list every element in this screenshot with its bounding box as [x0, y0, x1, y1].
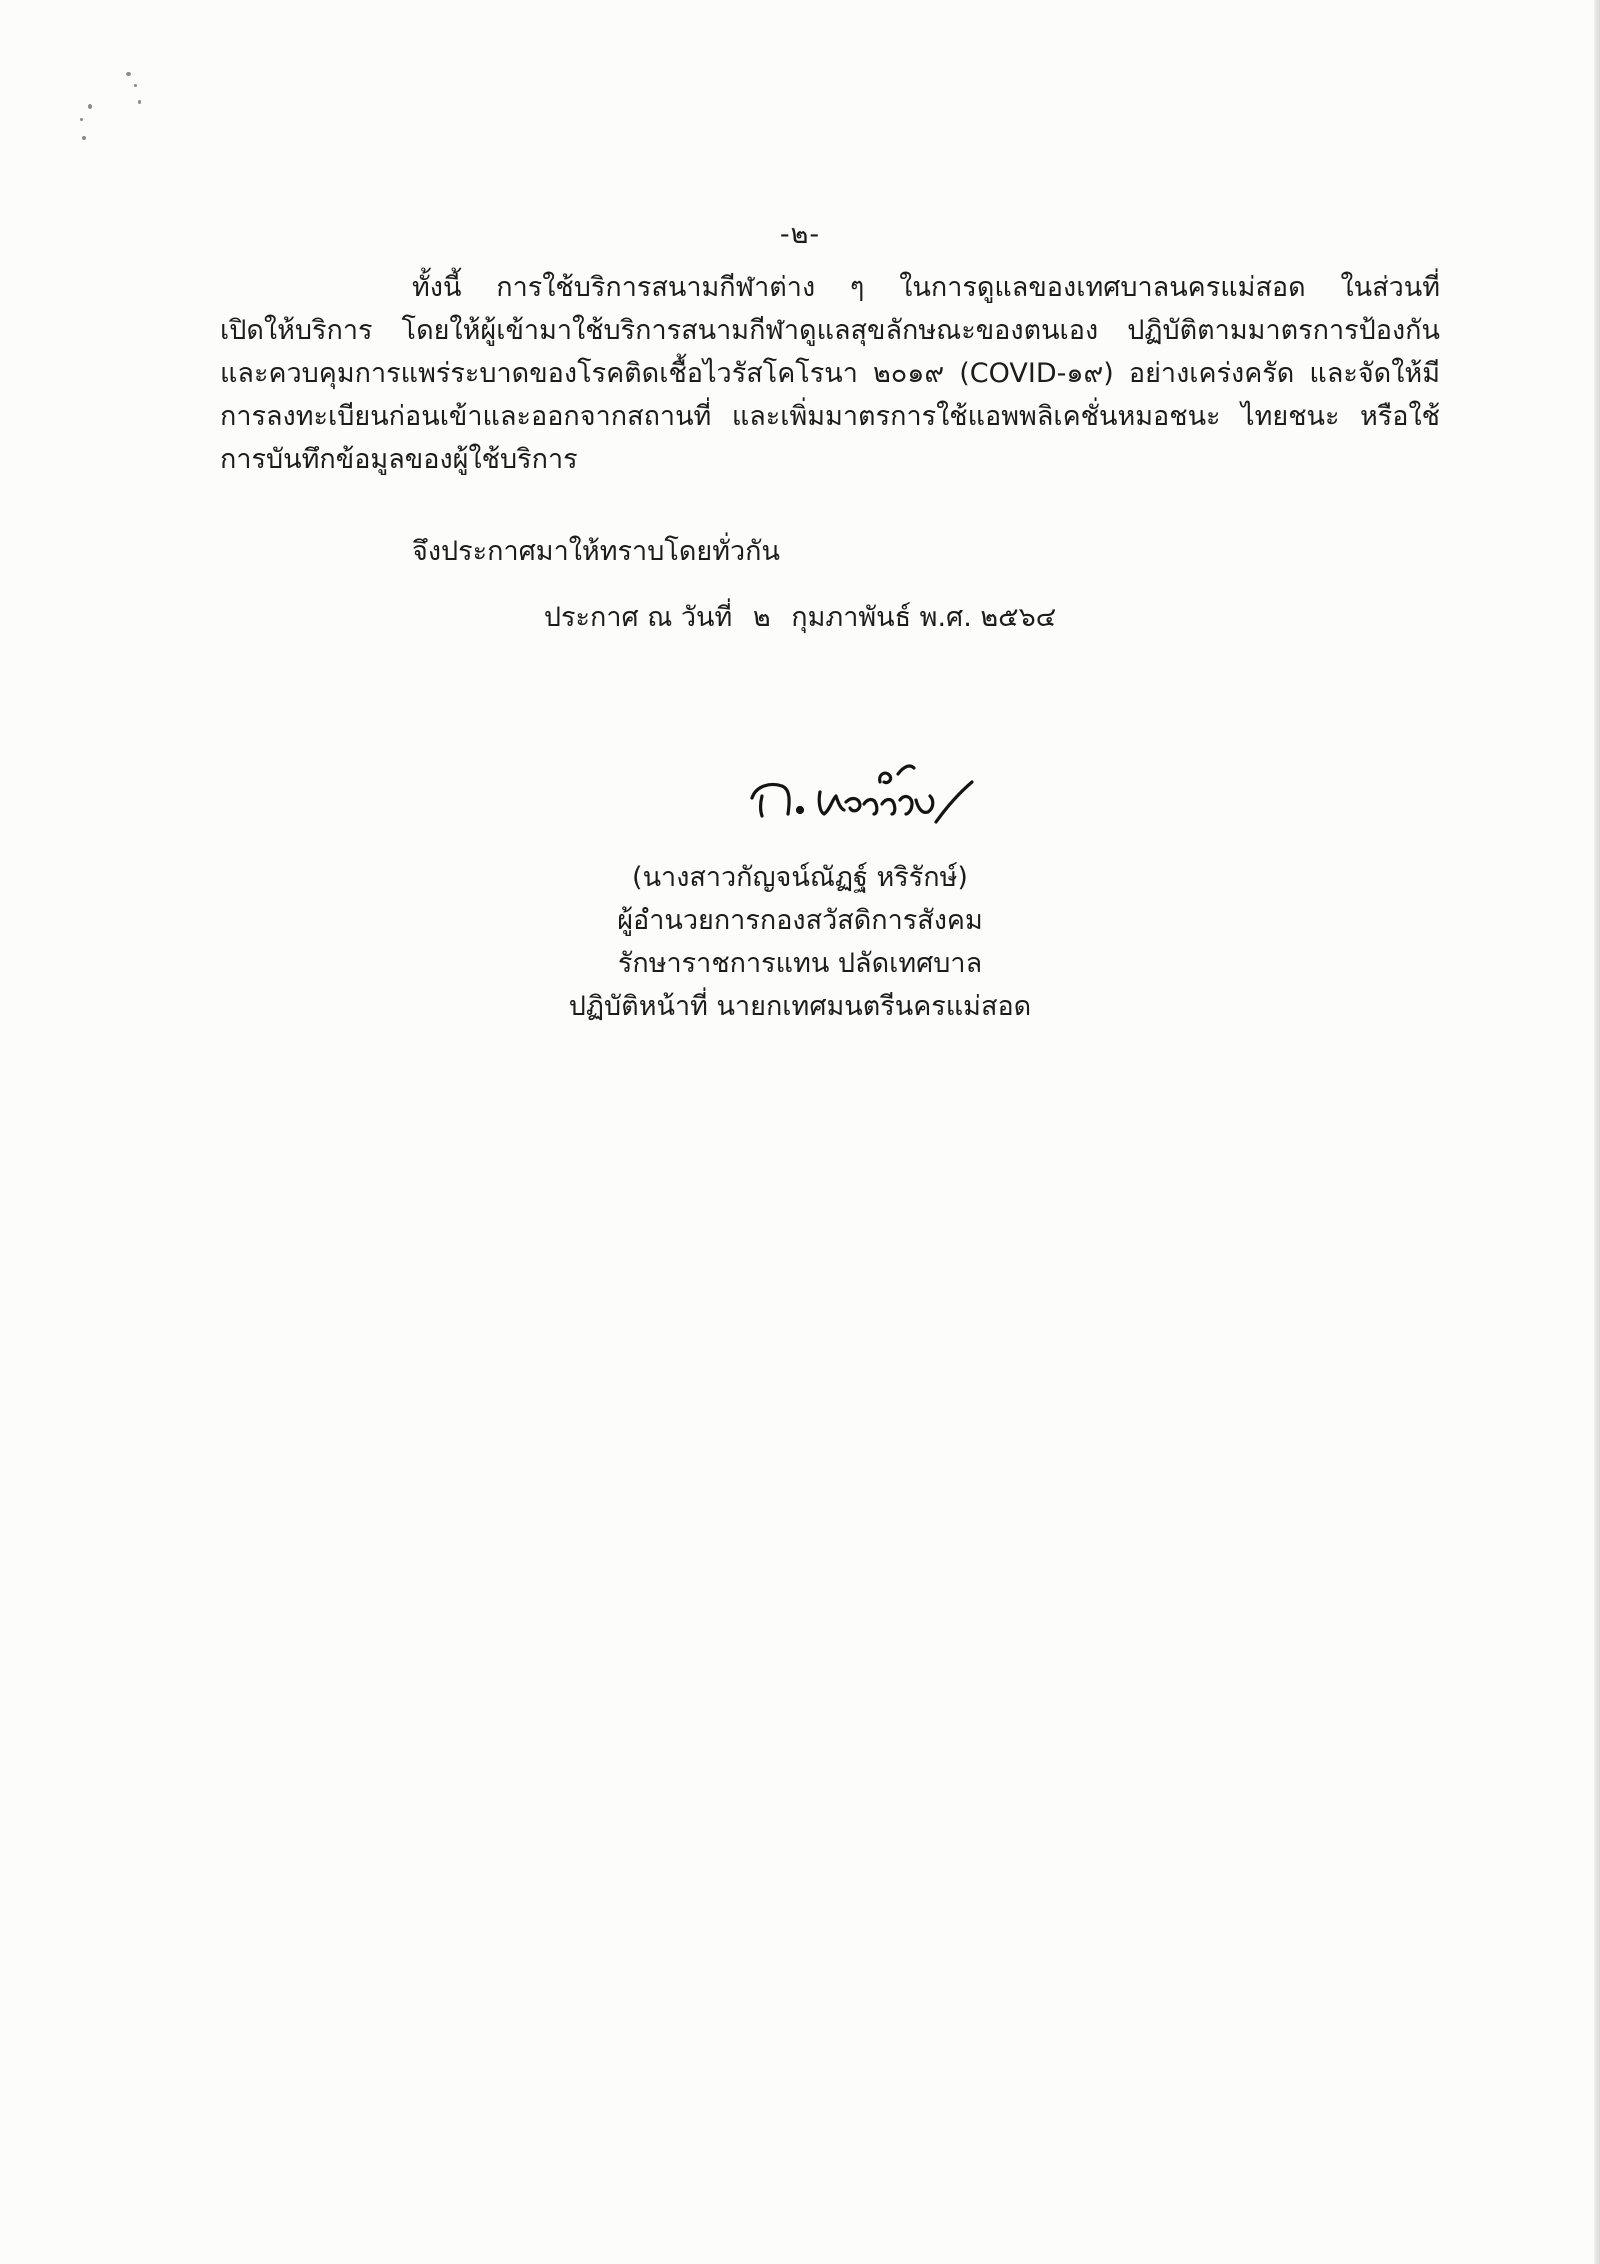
paragraph-line: ทั้งนี้ การใช้บริการสนามกีฬาต่าง ๆ ในการดูแลของเทศบาลนครแม่สอด ในส่วนที่	[412, 272, 1440, 303]
announcement-paragraph	[220, 266, 1440, 481]
date-month-year: กุมภาพันธ์ พ.ศ. ๒๕๖๔	[791, 602, 1057, 633]
signer-duty: ปฏิบัติหน้าที่ นายกเทศมนตรีนครแม่สอด	[568, 991, 1032, 1022]
closing-statement: จึงประกาศมาให้ทราบโดยทั่วกัน	[412, 536, 780, 567]
paragraph-line: และควบคุมการแพร่ระบาดของโรคติดเชื้อไวรัสโคโรนา ๒๐๑๙ (COVID-๑๙) อย่างเคร่งครัด และจัดให้มี	[220, 358, 1440, 389]
paragraph-line: การลงทะเบียนก่อนเข้าและออกจากสถานที่ และเพิ่มมาตรการใช้แอพพลิเคชั่นหมอชนะ ไทยชนะ หรือใช้	[220, 401, 1440, 432]
signer-name: (นางสาวกัญจน์ณัฏฐ์ หริรักษ์)	[632, 862, 968, 893]
scan-specks	[70, 60, 150, 150]
date-prefix: ประกาศ ณ วันที่	[543, 602, 733, 633]
paragraph-line: การบันทึกข้อมูลของผู้ใช้บริการ	[220, 444, 578, 475]
paragraph-line: เปิดให้บริการ โดยให้ผู้เข้ามาใช้บริการสนามกีฬาดูแลสุขลักษณะของตนเอง ปฏิบัติตามมาตรการป้องกัน	[220, 315, 1440, 346]
page-number: -๒-	[779, 219, 821, 250]
date-day: ๒	[752, 602, 771, 633]
page-edge	[1594, 0, 1600, 2264]
handwritten-signature	[740, 752, 980, 842]
signer-block	[0, 856, 1600, 1028]
signer-position: ผู้อำนวยการกองสวัสดิการสังคม	[617, 905, 983, 936]
signer-acting-role: รักษาราชการแทน ปลัดเทศบาล	[617, 948, 983, 979]
announcement-date	[0, 596, 1600, 639]
